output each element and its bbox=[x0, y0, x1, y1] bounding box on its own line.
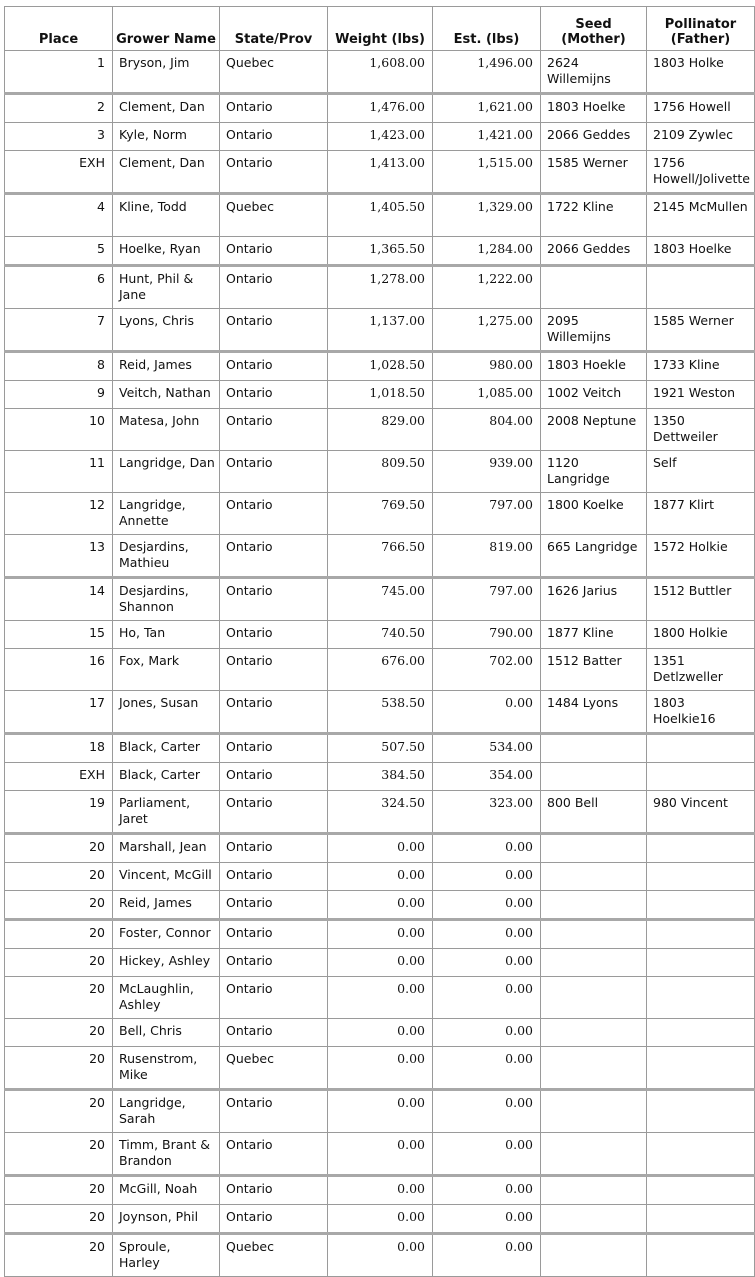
cell-state-prov: Quebec bbox=[220, 194, 328, 237]
cell-est: 1,421.00 bbox=[433, 123, 541, 151]
cell-grower-name: Jones, Susan bbox=[113, 691, 220, 734]
cell-seed: 2066 Geddes bbox=[541, 123, 647, 151]
cell-seed bbox=[541, 1090, 647, 1133]
cell-weight: 0.00 bbox=[328, 891, 433, 920]
cell-place: 20 bbox=[5, 977, 113, 1019]
cell-state-prov: Ontario bbox=[220, 381, 328, 409]
cell-grower-name: Langridge, Sarah bbox=[113, 1090, 220, 1133]
cell-grower-name: Veitch, Nathan bbox=[113, 381, 220, 409]
cell-state-prov: Ontario bbox=[220, 863, 328, 891]
cell-weight: 324.50 bbox=[328, 791, 433, 834]
cell-place: 20 bbox=[5, 1176, 113, 1205]
cell-state-prov: Ontario bbox=[220, 920, 328, 949]
cell-place: 20 bbox=[5, 891, 113, 920]
cell-grower-name: Hunt, Phil & Jane bbox=[113, 266, 220, 309]
cell-est: 0.00 bbox=[433, 891, 541, 920]
cell-weight: 0.00 bbox=[328, 1176, 433, 1205]
cell-seed bbox=[541, 891, 647, 920]
header-grower-name: Grower Name bbox=[113, 7, 220, 51]
cell-seed bbox=[541, 834, 647, 863]
cell-grower-name: Black, Carter bbox=[113, 763, 220, 791]
cell-seed bbox=[541, 920, 647, 949]
cell-pollinator: 1733 Kline bbox=[647, 352, 755, 381]
cell-state-prov: Ontario bbox=[220, 237, 328, 266]
header-row bbox=[5, 7, 755, 51]
table-row bbox=[5, 1019, 755, 1047]
cell-seed: 1803 Hoekle bbox=[541, 352, 647, 381]
table-row bbox=[5, 151, 755, 194]
cell-place: 20 bbox=[5, 949, 113, 977]
header-state-prov: State/Prov bbox=[220, 7, 328, 51]
cell-place: 20 bbox=[5, 1205, 113, 1234]
cell-seed bbox=[541, 1205, 647, 1234]
cell-est: 797.00 bbox=[433, 578, 541, 621]
cell-seed: 1002 Veitch bbox=[541, 381, 647, 409]
cell-grower-name: Sproule, Harley bbox=[113, 1234, 220, 1277]
cell-seed: 1585 Werner bbox=[541, 151, 647, 194]
cell-weight: 0.00 bbox=[328, 1234, 433, 1277]
cell-weight: 829.00 bbox=[328, 409, 433, 451]
cell-est: 1,621.00 bbox=[433, 94, 541, 123]
cell-pollinator: 1350 Dettweiler bbox=[647, 409, 755, 451]
cell-place: 20 bbox=[5, 1019, 113, 1047]
cell-state-prov: Ontario bbox=[220, 1176, 328, 1205]
cell-weight: 1,608.00 bbox=[328, 51, 433, 94]
cell-place: 20 bbox=[5, 863, 113, 891]
cell-state-prov: Ontario bbox=[220, 791, 328, 834]
cell-weight: 769.50 bbox=[328, 493, 433, 535]
cell-place: 20 bbox=[5, 1047, 113, 1090]
table-row bbox=[5, 1234, 755, 1277]
cell-place: 17 bbox=[5, 691, 113, 734]
table-row bbox=[5, 493, 755, 535]
cell-est: 1,284.00 bbox=[433, 237, 541, 266]
cell-place: 12 bbox=[5, 493, 113, 535]
cell-state-prov: Ontario bbox=[220, 691, 328, 734]
cell-grower-name: Clement, Dan bbox=[113, 151, 220, 194]
cell-grower-name: Bell, Chris bbox=[113, 1019, 220, 1047]
cell-pollinator bbox=[647, 977, 755, 1019]
cell-seed: 1120 Langridge bbox=[541, 451, 647, 493]
cell-grower-name: Hickey, Ashley bbox=[113, 949, 220, 977]
cell-place: 20 bbox=[5, 834, 113, 863]
cell-state-prov: Ontario bbox=[220, 1090, 328, 1133]
cell-weight: 1,278.00 bbox=[328, 266, 433, 309]
cell-est: 0.00 bbox=[433, 1234, 541, 1277]
cell-seed: 1722 Kline bbox=[541, 194, 647, 237]
cell-place: 3 bbox=[5, 123, 113, 151]
table-row bbox=[5, 51, 755, 94]
cell-state-prov: Quebec bbox=[220, 51, 328, 94]
cell-seed: 2066 Geddes bbox=[541, 237, 647, 266]
cell-place: 5 bbox=[5, 237, 113, 266]
cell-pollinator: Self bbox=[647, 451, 755, 493]
cell-pollinator bbox=[647, 1205, 755, 1234]
cell-grower-name: Parliament, Jaret bbox=[113, 791, 220, 834]
table-row bbox=[5, 1176, 755, 1205]
cell-weight: 1,028.50 bbox=[328, 352, 433, 381]
cell-grower-name: Timm, Brant & Brandon bbox=[113, 1133, 220, 1176]
cell-place: 9 bbox=[5, 381, 113, 409]
cell-est: 534.00 bbox=[433, 734, 541, 763]
cell-state-prov: Ontario bbox=[220, 123, 328, 151]
cell-est: 980.00 bbox=[433, 352, 541, 381]
cell-grower-name: McLaughlin, Ashley bbox=[113, 977, 220, 1019]
cell-place: 2 bbox=[5, 94, 113, 123]
cell-seed bbox=[541, 734, 647, 763]
cell-est: 0.00 bbox=[433, 863, 541, 891]
table-row bbox=[5, 1133, 755, 1176]
cell-est: 0.00 bbox=[433, 1205, 541, 1234]
cell-weight: 1,365.50 bbox=[328, 237, 433, 266]
table-row bbox=[5, 621, 755, 649]
cell-est: 0.00 bbox=[433, 1133, 541, 1176]
cell-pollinator: 1803 Holke bbox=[647, 51, 755, 94]
cell-grower-name: Rusenstrom, Mike bbox=[113, 1047, 220, 1090]
cell-place: 13 bbox=[5, 535, 113, 578]
cell-grower-name: Clement, Dan bbox=[113, 94, 220, 123]
table-body bbox=[5, 51, 755, 1277]
table-row bbox=[5, 691, 755, 734]
cell-state-prov: Ontario bbox=[220, 266, 328, 309]
cell-est: 0.00 bbox=[433, 1047, 541, 1090]
cell-pollinator: 1803 Hoelke bbox=[647, 237, 755, 266]
cell-weight: 0.00 bbox=[328, 863, 433, 891]
cell-weight: 1,405.50 bbox=[328, 194, 433, 237]
cell-place: 20 bbox=[5, 920, 113, 949]
cell-seed: 2008 Neptune bbox=[541, 409, 647, 451]
cell-grower-name: Vincent, McGill bbox=[113, 863, 220, 891]
table-row bbox=[5, 352, 755, 381]
table-row bbox=[5, 649, 755, 691]
cell-grower-name: Foster, Connor bbox=[113, 920, 220, 949]
cell-state-prov: Ontario bbox=[220, 949, 328, 977]
cell-place: 1 bbox=[5, 51, 113, 94]
cell-pollinator: 1800 Holkie bbox=[647, 621, 755, 649]
cell-grower-name: Kline, Todd bbox=[113, 194, 220, 237]
cell-place: 20 bbox=[5, 1234, 113, 1277]
cell-state-prov: Ontario bbox=[220, 309, 328, 352]
cell-weight: 766.50 bbox=[328, 535, 433, 578]
cell-grower-name: Black, Carter bbox=[113, 734, 220, 763]
cell-state-prov: Ontario bbox=[220, 578, 328, 621]
cell-pollinator bbox=[647, 1019, 755, 1047]
cell-pollinator: 1756 Howell/Jolivette bbox=[647, 151, 755, 194]
cell-weight: 740.50 bbox=[328, 621, 433, 649]
table-row bbox=[5, 891, 755, 920]
cell-place: 4 bbox=[5, 194, 113, 237]
cell-pollinator bbox=[647, 1090, 755, 1133]
cell-seed bbox=[541, 1234, 647, 1277]
cell-place: EXH bbox=[5, 151, 113, 194]
cell-est: 0.00 bbox=[433, 977, 541, 1019]
cell-est: 0.00 bbox=[433, 834, 541, 863]
cell-seed bbox=[541, 863, 647, 891]
table-row bbox=[5, 863, 755, 891]
cell-grower-name: Desjardins, Shannon bbox=[113, 578, 220, 621]
cell-grower-name: Ho, Tan bbox=[113, 621, 220, 649]
cell-est: 1,222.00 bbox=[433, 266, 541, 309]
table-row bbox=[5, 763, 755, 791]
cell-weight: 676.00 bbox=[328, 649, 433, 691]
cell-weight: 1,476.00 bbox=[328, 94, 433, 123]
cell-pollinator: 980 Vincent bbox=[647, 791, 755, 834]
cell-weight: 1,137.00 bbox=[328, 309, 433, 352]
cell-est: 0.00 bbox=[433, 691, 541, 734]
table-row bbox=[5, 123, 755, 151]
cell-state-prov: Quebec bbox=[220, 1047, 328, 1090]
cell-state-prov: Ontario bbox=[220, 1133, 328, 1176]
cell-est: 702.00 bbox=[433, 649, 541, 691]
cell-seed bbox=[541, 1133, 647, 1176]
cell-state-prov: Ontario bbox=[220, 94, 328, 123]
cell-weight: 384.50 bbox=[328, 763, 433, 791]
cell-pollinator: 1921 Weston bbox=[647, 381, 755, 409]
cell-seed bbox=[541, 763, 647, 791]
cell-pollinator bbox=[647, 891, 755, 920]
cell-grower-name: Matesa, John bbox=[113, 409, 220, 451]
cell-pollinator bbox=[647, 949, 755, 977]
results-table bbox=[4, 6, 755, 1277]
cell-grower-name: Hoelke, Ryan bbox=[113, 237, 220, 266]
table-row bbox=[5, 237, 755, 266]
table-row bbox=[5, 949, 755, 977]
cell-pollinator: 2109 Zywlec bbox=[647, 123, 755, 151]
cell-state-prov: Ontario bbox=[220, 535, 328, 578]
cell-weight: 0.00 bbox=[328, 977, 433, 1019]
cell-pollinator: 1351 Detlzweller bbox=[647, 649, 755, 691]
cell-pollinator: 1512 Buttler bbox=[647, 578, 755, 621]
cell-weight: 0.00 bbox=[328, 949, 433, 977]
cell-grower-name: McGill, Noah bbox=[113, 1176, 220, 1205]
cell-state-prov: Ontario bbox=[220, 977, 328, 1019]
cell-est: 354.00 bbox=[433, 763, 541, 791]
table-row bbox=[5, 309, 755, 352]
cell-seed: 2095 Willemijns bbox=[541, 309, 647, 352]
table-row bbox=[5, 266, 755, 309]
table-row bbox=[5, 1090, 755, 1133]
cell-weight: 745.00 bbox=[328, 578, 433, 621]
cell-seed bbox=[541, 1176, 647, 1205]
cell-place: 7 bbox=[5, 309, 113, 352]
cell-state-prov: Ontario bbox=[220, 1019, 328, 1047]
header-place: Place bbox=[5, 7, 113, 51]
cell-state-prov: Ontario bbox=[220, 734, 328, 763]
cell-seed: 1800 Koelke bbox=[541, 493, 647, 535]
cell-pollinator bbox=[647, 266, 755, 309]
cell-seed: 1484 Lyons bbox=[541, 691, 647, 734]
cell-state-prov: Quebec bbox=[220, 1234, 328, 1277]
table-row bbox=[5, 194, 755, 237]
cell-seed bbox=[541, 266, 647, 309]
cell-weight: 0.00 bbox=[328, 834, 433, 863]
cell-seed: 1626 Jarius bbox=[541, 578, 647, 621]
cell-place: EXH bbox=[5, 763, 113, 791]
cell-weight: 0.00 bbox=[328, 1205, 433, 1234]
cell-place: 19 bbox=[5, 791, 113, 834]
cell-weight: 0.00 bbox=[328, 1090, 433, 1133]
cell-est: 0.00 bbox=[433, 920, 541, 949]
cell-weight: 1,423.00 bbox=[328, 123, 433, 151]
cell-pollinator bbox=[647, 834, 755, 863]
cell-est: 0.00 bbox=[433, 1090, 541, 1133]
cell-pollinator: 1756 Howell bbox=[647, 94, 755, 123]
cell-grower-name: Langridge, Dan bbox=[113, 451, 220, 493]
cell-grower-name: Lyons, Chris bbox=[113, 309, 220, 352]
cell-place: 8 bbox=[5, 352, 113, 381]
cell-place: 10 bbox=[5, 409, 113, 451]
cell-state-prov: Ontario bbox=[220, 1205, 328, 1234]
cell-pollinator: 2145 McMullen bbox=[647, 194, 755, 237]
cell-weight: 0.00 bbox=[328, 1133, 433, 1176]
header-weight: Weight (lbs) bbox=[328, 7, 433, 51]
cell-pollinator bbox=[647, 734, 755, 763]
cell-grower-name: Marshall, Jean bbox=[113, 834, 220, 863]
cell-weight: 809.50 bbox=[328, 451, 433, 493]
cell-place: 14 bbox=[5, 578, 113, 621]
cell-state-prov: Ontario bbox=[220, 649, 328, 691]
cell-state-prov: Ontario bbox=[220, 409, 328, 451]
cell-pollinator bbox=[647, 1133, 755, 1176]
cell-est: 1,275.00 bbox=[433, 309, 541, 352]
cell-pollinator bbox=[647, 1047, 755, 1090]
cell-place: 11 bbox=[5, 451, 113, 493]
table-row bbox=[5, 1205, 755, 1234]
cell-seed: 1877 Kline bbox=[541, 621, 647, 649]
cell-state-prov: Ontario bbox=[220, 891, 328, 920]
cell-pollinator bbox=[647, 920, 755, 949]
cell-seed: 665 Langridge bbox=[541, 535, 647, 578]
table-row bbox=[5, 734, 755, 763]
table-row bbox=[5, 451, 755, 493]
header-seed: Seed (Mother) bbox=[541, 7, 647, 51]
cell-state-prov: Ontario bbox=[220, 352, 328, 381]
cell-pollinator: 1585 Werner bbox=[647, 309, 755, 352]
cell-state-prov: Ontario bbox=[220, 151, 328, 194]
cell-pollinator bbox=[647, 1176, 755, 1205]
cell-state-prov: Ontario bbox=[220, 621, 328, 649]
cell-weight: 1,018.50 bbox=[328, 381, 433, 409]
table-row bbox=[5, 920, 755, 949]
cell-grower-name: Reid, James bbox=[113, 891, 220, 920]
cell-grower-name: Bryson, Jim bbox=[113, 51, 220, 94]
cell-place: 15 bbox=[5, 621, 113, 649]
cell-grower-name: Joynson, Phil bbox=[113, 1205, 220, 1234]
cell-est: 1,085.00 bbox=[433, 381, 541, 409]
cell-seed bbox=[541, 1019, 647, 1047]
cell-state-prov: Ontario bbox=[220, 763, 328, 791]
cell-weight: 0.00 bbox=[328, 1047, 433, 1090]
cell-seed: 2624 Willemijns bbox=[541, 51, 647, 94]
table-row bbox=[5, 578, 755, 621]
cell-seed: 1803 Hoelke bbox=[541, 94, 647, 123]
cell-seed bbox=[541, 1047, 647, 1090]
table-row bbox=[5, 535, 755, 578]
cell-est: 797.00 bbox=[433, 493, 541, 535]
cell-place: 18 bbox=[5, 734, 113, 763]
cell-grower-name: Desjardins, Mathieu bbox=[113, 535, 220, 578]
cell-weight: 0.00 bbox=[328, 920, 433, 949]
cell-grower-name: Kyle, Norm bbox=[113, 123, 220, 151]
cell-pollinator: 1803 Hoelkie16 bbox=[647, 691, 755, 734]
cell-est: 804.00 bbox=[433, 409, 541, 451]
cell-weight: 538.50 bbox=[328, 691, 433, 734]
cell-place: 6 bbox=[5, 266, 113, 309]
cell-place: 20 bbox=[5, 1090, 113, 1133]
cell-weight: 1,413.00 bbox=[328, 151, 433, 194]
cell-state-prov: Ontario bbox=[220, 451, 328, 493]
table-row bbox=[5, 1047, 755, 1090]
table-row bbox=[5, 834, 755, 863]
cell-weight: 507.50 bbox=[328, 734, 433, 763]
header-est: Est. (lbs) bbox=[433, 7, 541, 51]
cell-est: 1,496.00 bbox=[433, 51, 541, 94]
header-pollinator: Pollinator (Father) bbox=[647, 7, 755, 51]
cell-est: 323.00 bbox=[433, 791, 541, 834]
cell-pollinator: 1877 Klirt bbox=[647, 493, 755, 535]
cell-est: 939.00 bbox=[433, 451, 541, 493]
table-row bbox=[5, 94, 755, 123]
cell-est: 819.00 bbox=[433, 535, 541, 578]
table-row bbox=[5, 409, 755, 451]
cell-pollinator bbox=[647, 1234, 755, 1277]
cell-seed bbox=[541, 949, 647, 977]
cell-seed bbox=[541, 977, 647, 1019]
cell-est: 0.00 bbox=[433, 949, 541, 977]
cell-est: 0.00 bbox=[433, 1019, 541, 1047]
cell-weight: 0.00 bbox=[328, 1019, 433, 1047]
cell-pollinator: 1572 Holkie bbox=[647, 535, 755, 578]
cell-place: 20 bbox=[5, 1133, 113, 1176]
cell-grower-name: Langridge, Annette bbox=[113, 493, 220, 535]
cell-pollinator bbox=[647, 863, 755, 891]
cell-est: 1,329.00 bbox=[433, 194, 541, 237]
cell-est: 790.00 bbox=[433, 621, 541, 649]
cell-state-prov: Ontario bbox=[220, 493, 328, 535]
cell-pollinator bbox=[647, 763, 755, 791]
cell-est: 1,515.00 bbox=[433, 151, 541, 194]
table-row bbox=[5, 381, 755, 409]
table-row bbox=[5, 791, 755, 834]
cell-grower-name: Fox, Mark bbox=[113, 649, 220, 691]
cell-seed: 1512 Batter bbox=[541, 649, 647, 691]
cell-seed: 800 Bell bbox=[541, 791, 647, 834]
cell-state-prov: Ontario bbox=[220, 834, 328, 863]
table-row bbox=[5, 977, 755, 1019]
cell-grower-name: Reid, James bbox=[113, 352, 220, 381]
cell-place: 16 bbox=[5, 649, 113, 691]
cell-est: 0.00 bbox=[433, 1176, 541, 1205]
